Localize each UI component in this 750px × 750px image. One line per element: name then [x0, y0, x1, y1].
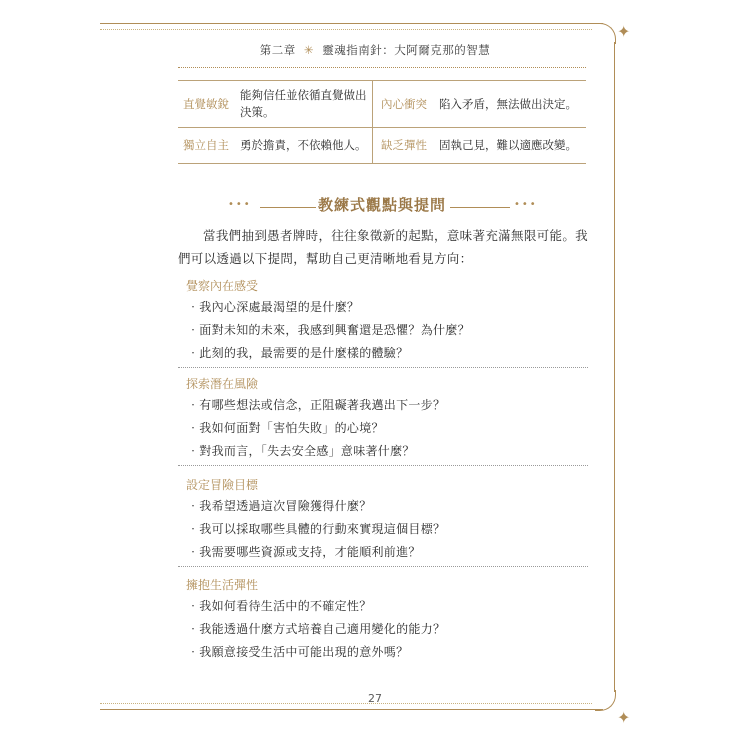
header-divider — [178, 67, 586, 68]
frame-corner-top — [595, 23, 616, 44]
question-group-flexibility — [178, 575, 588, 664]
positive-trait-text: 能夠信任並依循直覺做出決策。 — [236, 81, 373, 128]
star-icon: ✦ — [617, 22, 631, 41]
group-title: 覺察內在感受 — [186, 279, 259, 293]
question-item: ‧我需要哪些資源或支持，才能順利前進？ — [187, 545, 421, 559]
traits-table — [178, 80, 586, 164]
question-item: ‧面對未知的未來，我感到興奮還是恐懼？為什麼？ — [187, 323, 470, 337]
decorative-dots: ••• — [514, 199, 538, 210]
running-header — [150, 42, 600, 58]
chapter-title: 靈魂指南針：大阿爾克那的智慧 — [322, 43, 491, 57]
question-item: ‧我內心深處最渴望的是什麼？ — [187, 300, 360, 314]
positive-trait-text: 勇於擔責，不依賴他人。 — [236, 128, 373, 164]
negative-trait-label: 缺乏彈性 — [373, 128, 436, 164]
frame-border-bottom — [100, 709, 603, 710]
asterisk-icon: ✳ — [303, 43, 315, 57]
negative-trait-label: 內心衝突 — [373, 81, 436, 128]
question-item: ‧我如何看待生活中的不確定性？ — [187, 599, 372, 613]
frame-dotted-bottom — [100, 703, 592, 704]
group-divider — [178, 566, 588, 567]
question-group-risks — [178, 374, 588, 466]
section-heading — [178, 194, 586, 218]
page-number: 27 — [368, 692, 382, 705]
group-title: 擁抱生活彈性 — [186, 578, 259, 592]
frame-dotted-top — [100, 29, 592, 30]
frame-border-top — [100, 23, 603, 24]
negative-trait-text: 陷入矛盾，無法做出決定。 — [435, 81, 586, 128]
heading-rule-left — [260, 207, 316, 208]
group-divider — [178, 367, 588, 368]
frame-corner-bottom — [595, 690, 616, 711]
question-item: ‧有哪些想法或信念，正阻礙著我邁出下一步？ — [187, 398, 446, 412]
chapter-label: 第二章 — [259, 43, 296, 57]
question-item: ‧此刻的我，最需要的是什麼樣的體驗？ — [187, 346, 409, 360]
table-row — [178, 81, 586, 128]
group-divider — [178, 465, 588, 466]
intro-paragraph: 當我們抽到愚者牌時，往往象徵新的起點，意味著充滿無限可能。我們可以透過以下提問，幫助自己更清晰地看見方向： — [178, 228, 588, 266]
question-group-feelings — [178, 276, 588, 368]
question-item: ‧對我而言，「失去安全感」意味著什麼？ — [187, 444, 415, 458]
negative-trait-text: 固執己見，難以適應改變。 — [435, 128, 586, 164]
question-item: ‧我能透過什麼方式培養自己適用變化的能力？ — [187, 622, 446, 636]
question-item: ‧我希望透過這次冒險獲得什麼？ — [187, 499, 372, 513]
section-title: 教練式觀點與提問 — [318, 196, 447, 214]
decorative-dots: ••• — [228, 199, 252, 210]
heading-rule-right — [450, 207, 510, 208]
group-title: 設定冒險目標 — [186, 478, 259, 492]
group-title: 探索潛在風險 — [186, 377, 259, 391]
star-icon: ✦ — [617, 708, 631, 727]
question-item: ‧我如何面對「害怕失敗」的心境？ — [187, 421, 384, 435]
question-item: ‧我願意接受生活中可能出現的意外嗎？ — [187, 645, 409, 659]
frame-border-right — [614, 42, 615, 692]
table-row — [178, 128, 586, 164]
question-item: ‧我可以採取哪些具體的行動來實現這個目標？ — [187, 522, 446, 536]
question-group-goals — [178, 475, 588, 567]
positive-trait-label: 直覺敏銳 — [178, 81, 236, 128]
positive-trait-label: 獨立自主 — [178, 128, 236, 164]
